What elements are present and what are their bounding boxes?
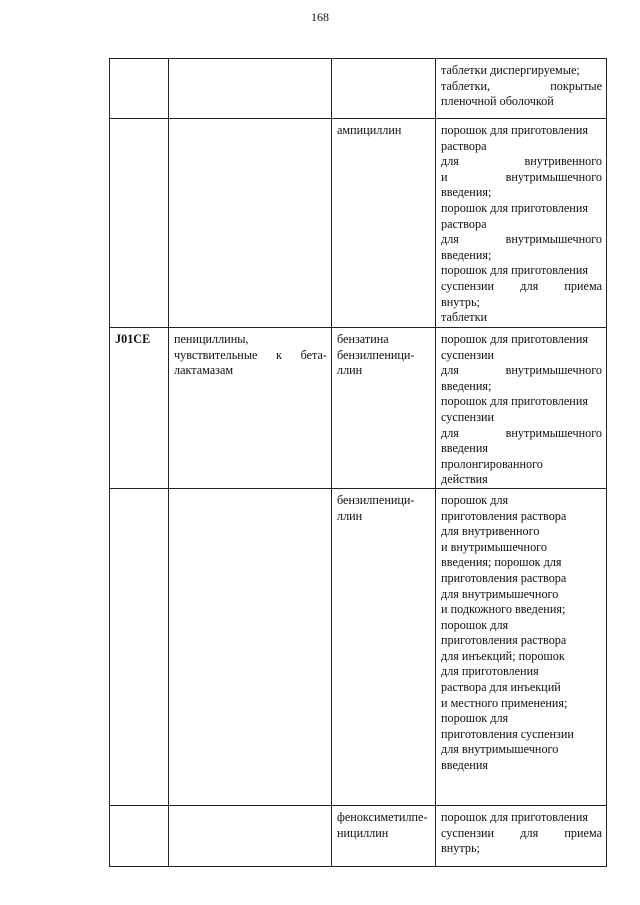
dosage-form-line: введения; — [441, 378, 492, 393]
dosage-form-line: пролонгированного — [441, 456, 543, 471]
dosage-form-line: раствора — [441, 216, 487, 231]
page-number: 168 — [311, 10, 329, 24]
atc-code-cell — [110, 328, 169, 489]
table-row — [110, 119, 607, 328]
dosage-form-line: для внутримышечного — [441, 363, 602, 378]
dosage-form-line: пленочной оболочкой — [441, 94, 554, 109]
dosage-forms-cell — [436, 488, 607, 805]
dosage-form-line: таблетки, покрытые — [441, 78, 602, 93]
dosage-form-line: для инъекций; порошок — [441, 648, 565, 663]
dosage-form-line: порошок для приготовления — [441, 809, 588, 824]
dosage-forms-cell — [436, 59, 607, 119]
drug-name-cell — [332, 328, 436, 489]
dosage-form-line: порошок для — [441, 617, 509, 632]
group-cell-text: пенициллины, чувствительные к бета-лактамазам — [174, 332, 327, 378]
dosage-form-line: приготовления раствора — [441, 570, 567, 585]
table-row — [110, 488, 607, 805]
dosage-form-line: введения — [441, 441, 488, 456]
dosage-form-line: внутрь; — [441, 294, 480, 309]
dosage-forms-cell — [436, 328, 607, 489]
dosage-form-line: приготовления суспензии — [441, 726, 574, 741]
drug-table — [109, 58, 607, 867]
dosage-form-line: внутрь; — [441, 841, 480, 856]
atc-code-cell — [110, 488, 169, 805]
dosage-form-line: раствора для инъекций — [441, 680, 561, 695]
group-cell — [169, 59, 332, 119]
dosage-form-line: для внутримышечного — [441, 586, 559, 601]
dosage-form-line: таблетки диспергируемые; — [441, 63, 580, 77]
dosage-form-line: суспензии для приема — [441, 825, 602, 840]
dosage-form-line: приготовления раствора — [441, 633, 567, 648]
dosage-form-line: действия — [441, 472, 488, 487]
drug-name-cell-text: бензатина бензилпеници-ллин — [337, 332, 415, 378]
dosage-form-line: порошок для приготовления — [441, 394, 588, 409]
drug-name-cell — [332, 805, 436, 866]
group-cell — [169, 119, 332, 328]
dosage-form-line: приготовления раствора — [441, 508, 567, 523]
atc-code-cell — [110, 59, 169, 119]
atc-code-cell — [110, 119, 169, 328]
drug-name-cell — [332, 119, 436, 328]
dosage-form-line: суспензии — [441, 347, 495, 362]
dosage-form-line: для внутримышечного — [441, 425, 602, 440]
dosage-forms-cell — [436, 805, 607, 866]
dosage-form-line: для внутримышечного — [441, 232, 602, 247]
dosage-form-line: таблетки — [441, 310, 488, 325]
dosage-form-line: порошок для — [441, 711, 509, 726]
dosage-form-line: и внутримышечного — [441, 169, 602, 184]
dosage-form-line: суспензии — [441, 409, 495, 424]
dosage-form-line: для приготовления — [441, 664, 539, 679]
drug-name-cell — [332, 488, 436, 805]
group-cell — [169, 488, 332, 805]
dosage-form-line: введения; — [441, 185, 492, 200]
drug-name-cell-text: бензилпеници-ллин — [337, 492, 415, 523]
dosage-form-line: порошок для приготовления — [441, 123, 588, 137]
dosage-form-line: введения; порошок для — [441, 555, 562, 570]
group-cell — [169, 805, 332, 866]
dosage-form-line: введения — [441, 758, 488, 773]
dosage-form-line: суспензии для приема — [441, 278, 602, 293]
dosage-form-line: для внутримышечного — [441, 742, 559, 757]
dosage-form-line: порошок для приготовления — [441, 332, 588, 346]
atc-code-cell-text: J01CE — [115, 332, 151, 346]
dosage-form-line: и местного применения; — [441, 695, 568, 710]
dosage-form-line: для внутривенного — [441, 154, 602, 169]
dosage-form-line: раствора — [441, 138, 487, 153]
dosage-form-line: порошок для приготовления — [441, 200, 588, 215]
dosage-form-line: и внутримышечного — [441, 539, 547, 554]
drug-name-cell-text: феноксиметилпе-нициллин — [337, 809, 428, 840]
drug-name-cell — [332, 59, 436, 119]
dosage-form-line: порошок для — [441, 492, 509, 507]
table-row — [110, 805, 607, 866]
drug-name-cell-text: ампициллин — [337, 123, 402, 137]
dosage-form-line: введения; — [441, 247, 492, 262]
dosage-form-line: и подкожного введения; — [441, 602, 566, 617]
dosage-form-line: для внутривенного — [441, 524, 540, 539]
dosage-forms-cell — [436, 119, 607, 328]
dosage-form-line: порошок для приготовления — [441, 263, 588, 278]
atc-code-cell — [110, 805, 169, 866]
group-cell — [169, 328, 332, 489]
table-row — [110, 328, 607, 489]
table-row — [110, 59, 607, 119]
